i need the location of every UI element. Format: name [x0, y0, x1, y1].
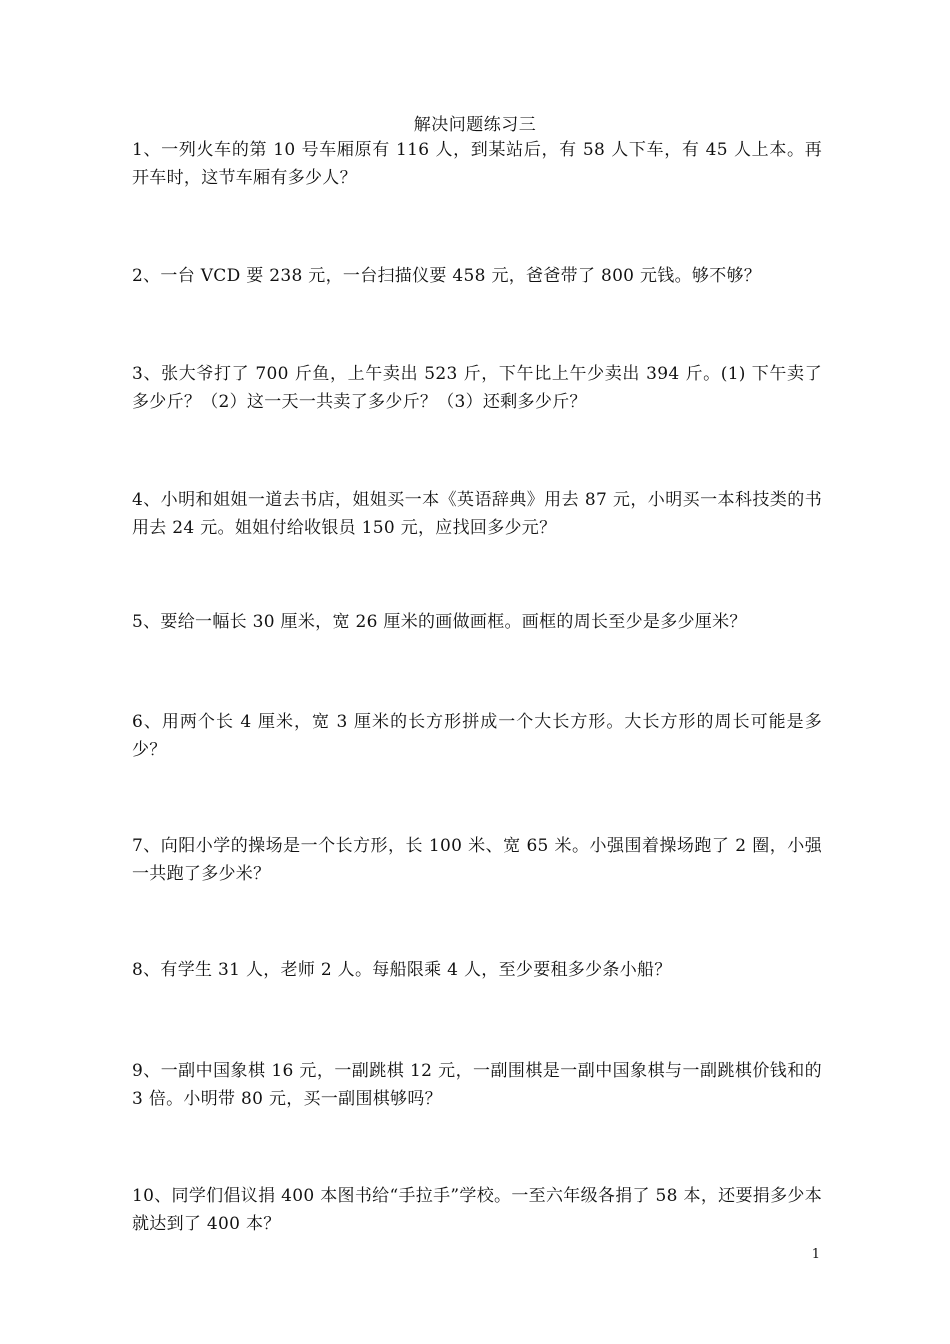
page-number: 1 — [811, 1247, 820, 1262]
question-4: 4、小明和姐姐一道去书店，姐姐买一本《英语辞典》用去 87 元，小明买一本科技类的书用去 24 元。姐姐付给收银员 150 元，应找回多少元？ — [132, 490, 822, 538]
question-7: 7、向阳小学的操场是一个长方形，长 100 米、宽 65 米。小强围着操场跑了 2 圈，小强一共跑了多少米？ — [132, 836, 822, 884]
page-title: 解决问题练习三 — [413, 115, 537, 135]
question-6: 6、用两个长 4 厘米，宽 3 厘米的长方形拼成一个大长方形。大长方形的周长可能是多少？ — [132, 712, 822, 760]
question-9: 9、一副中国象棋 16 元，一副跳棋 12 元，一副围棋是一副中国象棋与一副跳棋价钱和的 3 倍。小明带 80 元，买一副围棋够吗？ — [132, 1061, 822, 1109]
question-1: 1、一列火车的第 10 号车厢原有 116 人，到某站后，有 58 人下车，有 45 人上本。再开车时，这节车厢有多少人？ — [132, 140, 822, 188]
question-5: 5、要给一幅长 30 厘米，宽 26 厘米的画做画框。画框的周长至少是多少厘米？ — [132, 612, 747, 632]
question-3: 3、张大爷打了 700 斤鱼，上午卖出 523 斤，下午比上午少卖出 394 斤。(1) 下午卖了多少斤？（2）这一天一共卖了多少斤？（3）还剩多少斤？ — [132, 364, 822, 412]
question-2: 2、一台 VCD 要 238 元，一台扫描仪要 458 元，爸爸带了 800 元钱。够不够？ — [132, 266, 762, 286]
question-8: 8、有学生 31 人，老师 2 人。每船限乘 4 人，至少要租多少条小船？ — [132, 960, 672, 980]
question-10: 10、同学们倡议捐 400 本图书给“手拉手”学校。一至六年级各捐了 58 本，还要捐多少本就达到了 400 本？ — [132, 1186, 822, 1234]
